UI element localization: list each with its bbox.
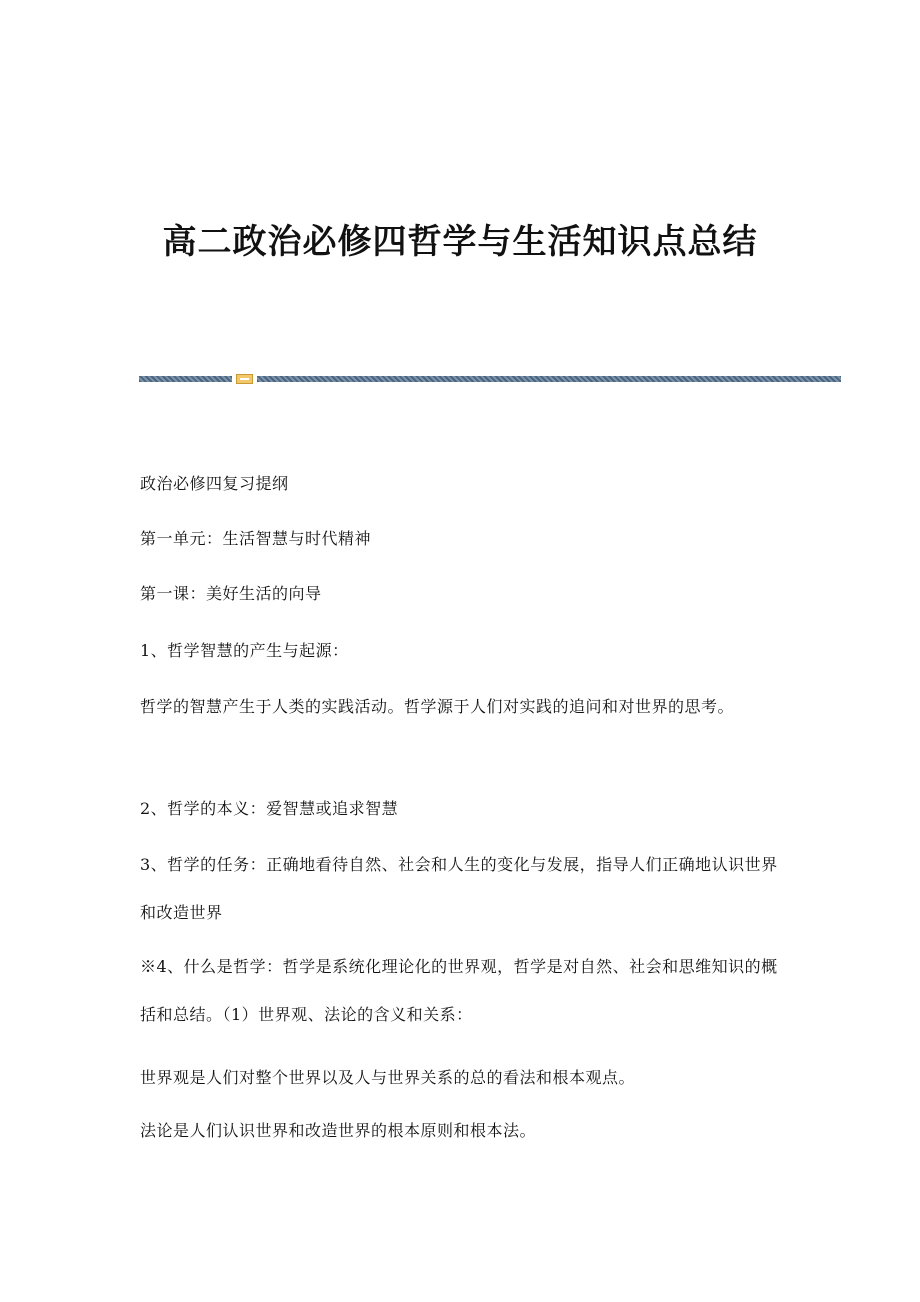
divider-ornament-icon: [236, 374, 253, 384]
point-1-heading: 1、哲学智慧的产生与起源：: [140, 641, 349, 660]
unit-heading: 第一单元：生活智慧与时代精神: [140, 529, 372, 548]
point-2: 2、哲学的本义：爱智慧或追求智慧: [140, 799, 399, 818]
methodology-definition: 法论是人们认识世界和改造世界的根本原则和根本法。: [140, 1121, 537, 1140]
divider-bar-right: [257, 376, 841, 382]
divider-bar-left: [139, 376, 232, 382]
point-1-body: 哲学的智慧产生于人类的实践活动。哲学源于人们对实践的追问和对世界的思考。: [140, 697, 735, 716]
outline-heading: 政治必修四复习提纲: [140, 474, 289, 493]
title-divider: [139, 374, 841, 384]
point-3: 3、哲学的任务：正确地看待自然、社会和人生的变化与发展，指导人们正确地认识世界和改造世界: [140, 855, 778, 922]
lesson-heading: 第一课：美好生活的向导: [140, 584, 322, 603]
point-4: ※4、什么是哲学：哲学是系统化理论化的世界观，哲学是对自然、社会和思维知识的概括和总结。（1）世界观、法论的含义和关系：: [140, 957, 778, 1024]
worldview-definition: 世界观是人们对整个世界以及人与世界关系的总的看法和根本观点。: [140, 1068, 636, 1087]
document-title: 高二政治必修四哲学与生活知识点总结: [162, 222, 758, 262]
